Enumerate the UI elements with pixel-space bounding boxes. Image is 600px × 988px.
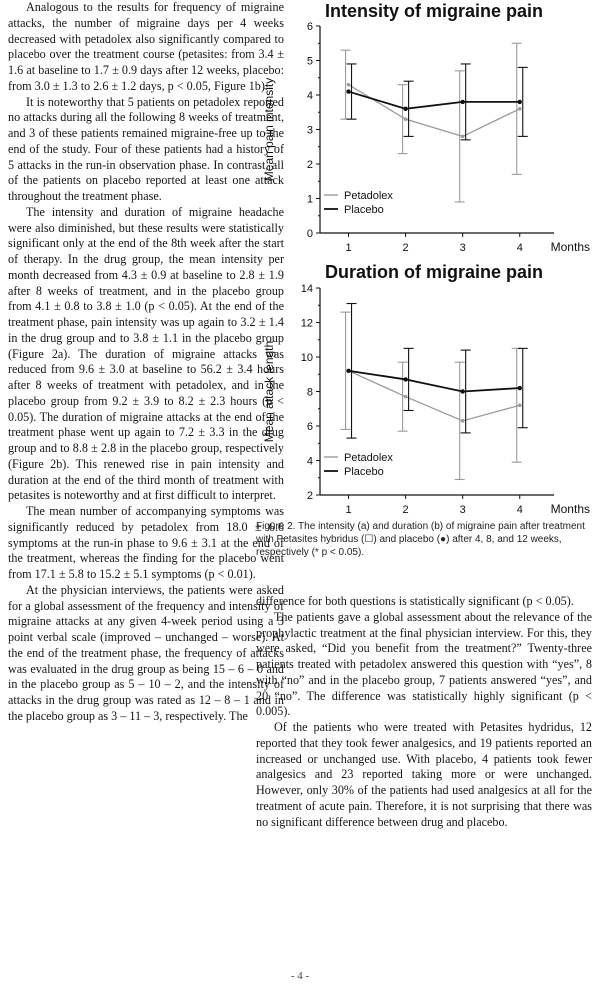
right-text-column xyxy=(256,594,592,830)
legend-label: Petadolex xyxy=(344,190,393,202)
paragraph: difference for both questions is statistically significant (p < 0.05). xyxy=(256,594,574,608)
data-point xyxy=(518,386,522,390)
y-tick-label: 10 xyxy=(300,352,313,364)
legend-label: Petadolex xyxy=(344,452,393,464)
legend-label: Placebo xyxy=(344,466,384,478)
y-tick-label: 14 xyxy=(300,283,313,295)
x-tick-label: 4 xyxy=(516,242,523,254)
y-tick-label: 12 xyxy=(300,317,313,330)
y-tick-label: 3 xyxy=(306,124,313,137)
y-tick-label: 8 xyxy=(306,386,313,399)
figure-caption: Figure 2. The intensity (a) and duration (b) of migraine pain after treatment with Petasites hybridus (☐) and placebo (●) after 4, 8, and 12 weeks, respectively (* p < 0.05). xyxy=(256,521,585,558)
y-tick-label: 4 xyxy=(306,90,313,102)
y-tick-label: 2 xyxy=(306,159,313,171)
data-point xyxy=(404,117,408,121)
data-point xyxy=(460,389,464,393)
data-point xyxy=(461,135,465,139)
x-tick-label: 1 xyxy=(345,504,352,516)
data-point xyxy=(518,100,522,104)
y-tick-label: 0 xyxy=(306,228,313,240)
x-tick-label: 4 xyxy=(516,504,523,516)
data-point xyxy=(404,395,408,399)
series-line xyxy=(349,371,520,392)
data-point xyxy=(403,107,407,111)
y-tick-label: 5 xyxy=(306,55,313,68)
series-line xyxy=(349,371,520,421)
data-point xyxy=(460,100,464,104)
chart-title: Intensity of migraine pain xyxy=(324,1,544,21)
duration-chart-svg xyxy=(254,258,600,516)
series-line xyxy=(349,85,520,137)
data-point xyxy=(347,83,351,87)
y-axis-label: Mean pain intensity xyxy=(262,77,276,182)
paragraph: The patients gave a global assessment about the relevance of the prophylactic treatment at the final physician interview. For this, they were asked, “Did you benefit from the treatment?” Twenty-three patients treated with petadolex answered this question with “yes”, 8 with “no” and in the placebo group, 7 patients answered “yes”, and 20 “no”. The difference was statistically highly significant (p < 0.005). xyxy=(256,609,592,719)
paragraph: The mean number of accompanying symptoms was significantly reduced by petadolex from 18.0 ± 6.6 symptoms at the run-in phase to 9.6 ± 3.1 at the end of the treatment, whereas the finding for the placebo went from 17.1 ± 5.8 to 15.2 ± 5.1 symptoms (p < 0.01). xyxy=(8,504,284,581)
paragraph: At the physician interviews, the patients were asked for a global assessment of the frequency and intensity of migraine attacks at any given 4-week period using a 3 point verbal scale (improved – unchanged – worse). At the end of the treatment phase, the frequency of attacks was evaluated in the drug group as being 15 – 6 – 0 and in the placebo group as 5 – 10 – 2, and the intensity of attacks in the drug group was rated as 12 – 8 – 1 and in the placebo group as 3 – 11 – 3, respectively. The xyxy=(8,582,284,723)
duration-chart xyxy=(254,258,600,516)
data-point xyxy=(346,369,350,373)
y-tick-label: 1 xyxy=(306,193,313,206)
data-point xyxy=(518,107,522,111)
paragraph: Analogous to the results for frequency of migraine attacks, the number of migraine days per 4 weeks decreased with petadolex also significantly compared to placebo over the treatment course (petasites: from 3.4 ± 1.6 at baseline to 1.7 ± 0.9 days after 12 weeks, placebo: from 3.0 ± 1.3 to 2.6 ± 1.2 days, p < 0.05, Figure 1b). xyxy=(8,0,284,93)
y-axis-label: Mean attack length xyxy=(262,340,276,443)
page-number: - 4 - xyxy=(290,970,310,982)
data-point xyxy=(518,404,522,408)
x-tick-label: 1 xyxy=(345,242,352,254)
chart-title: Duration of migraine pain xyxy=(324,262,544,282)
left-text-column xyxy=(8,0,284,725)
x-axis-label: Months xyxy=(550,240,590,254)
intensity-chart xyxy=(254,0,600,258)
data-point xyxy=(346,89,350,93)
intensity-chart-svg xyxy=(254,0,600,258)
x-tick-label: 2 xyxy=(402,504,409,516)
paragraph: The intensity and duration of migraine headache were also diminished, but these results were statistically significant only at the end of the 8th week after the start of therapy. In the drug group, the mean intensity per month decreased from 4.3 ± 0.9 at baseline to 2.8 ± 1.9 after 8 weeks of treatment, and in the placebo group from 4.1 ± 0.8 to 3.8 ± 1.0 (p < 0.05). At the end of the treatment phase, pain intensity was up again to 3.2 ± 1.4 in the drug group and to 3.8 ± 1.1 in the placebo group (Figure 2a). The duration of migraine attacks was reduced from 9.6 ± 3.0 at baseline to 56.2 ± 3.4 hours after 8 weeks of treatment with petadolex, and in the placebo group from 9.2 ± 3.9 to 8.2 ± 2.3 hours (p < 0.05). The duration of migraine attacks at the end of the treatment phase went up again to 7.2 ± 3.3 in the drug group and to 8.8 ± 2.8 in the placebo group, respectively (Figure 2b). This renewed rise in pain intensity and duration at the end of the third month of treatment with petasites is noteworthy and at first difficult to interpret. xyxy=(8,204,284,503)
x-tick-label: 3 xyxy=(459,242,466,254)
x-tick-label: 3 xyxy=(459,504,466,516)
x-tick-label: 2 xyxy=(402,242,409,254)
y-tick-label: 2 xyxy=(306,490,313,502)
data-point xyxy=(403,377,407,381)
series-line xyxy=(349,92,520,109)
y-tick-label: 6 xyxy=(306,21,313,33)
y-tick-label: 4 xyxy=(306,455,313,468)
paragraph: Of the patients who were treated with Petasites hydridus, 12 reported that they took fewer analgesics, and 19 patients reported an increased or unchanged use. With placebo, 4 patients took fewer analgesics and 23 reported taking more or were unchanged. However, only 30% of the patients had used analgesics at all for the treatment of acute pain. Therefore, it is not surprising that there was no significant difference between drug and placebo. xyxy=(256,720,592,829)
data-point xyxy=(461,419,465,423)
y-tick-label: 6 xyxy=(306,421,313,433)
paragraph: It is noteworthy that 5 patients on petadolex reported no attacks during all the following 8 weeks of treatment, and 3 of these patients remained migraine-free up to the end of the study. Four of these patients had a history of 5 attacks in the run-in observation phase. In contrast, all of the patients on placebo reported at least one attack throughout the treatment phase. xyxy=(8,94,284,203)
x-axis-label: Months xyxy=(550,502,590,516)
legend-label: Placebo xyxy=(344,204,384,216)
